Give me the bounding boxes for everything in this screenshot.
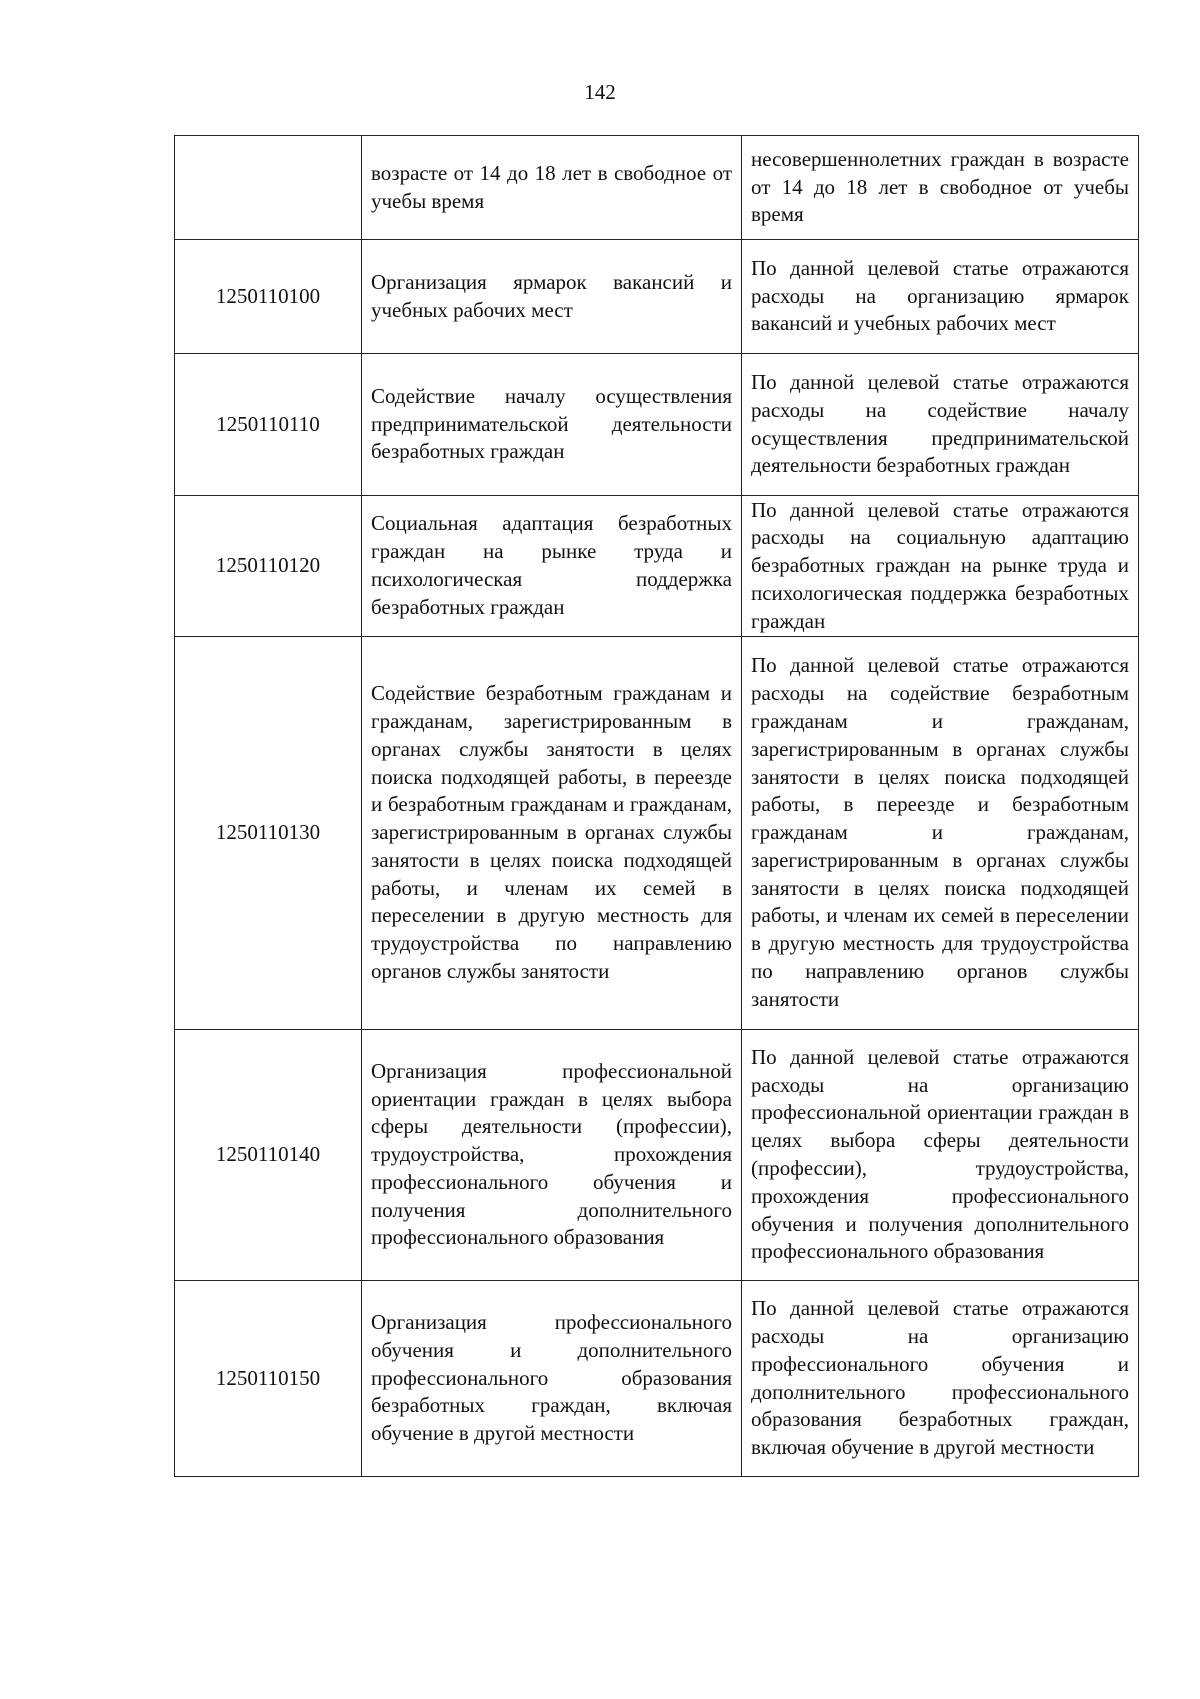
target-name-cell <box>362 1030 742 1281</box>
budget-classification-table <box>174 135 1139 1477</box>
target-description-cell <box>742 496 1139 637</box>
target-description-text: По данной целевой статье отражаются расходы на социальную адаптацию безработных граждан на рынке труда и психологическая поддержка безработных граждан <box>751 497 1129 633</box>
target-description-cell <box>742 1281 1139 1477</box>
target-name-text: Социальная адаптация безработных граждан на рынке труда и психологическая поддержка безработных граждан <box>371 511 732 619</box>
table-row <box>175 637 1139 1030</box>
table-row <box>175 240 1139 354</box>
target-name-cell <box>362 637 742 1030</box>
target-description-cell <box>742 1030 1139 1281</box>
table-row <box>175 496 1139 637</box>
target-name-cell <box>362 1281 742 1477</box>
target-code-cell <box>175 136 362 240</box>
target-description-cell <box>742 354 1139 496</box>
target-description-text: По данной целевой статье отражаются расходы на содействие началу осуществления предпринимательской деятельности безработных граждан <box>751 369 1129 478</box>
target-name-cell <box>362 136 742 240</box>
target-name-cell <box>362 354 742 496</box>
target-description-text: По данной целевой статье отражаются расходы на организацию ярмарок вакансий и учебных рабочих мест <box>751 255 1129 336</box>
target-code-cell: 1250110150 <box>175 1281 362 1477</box>
target-name-text: Содействие безработным гражданам и гражданам, зарегистрированным в органах службы занятости в целях поиска подходящей работы, в переезде и безработным гражданам и гражданам, зарегистрированным в органах службы занятости в целях поиска подходящей работы, и членам их семей в переселении в другую местность для трудоустройства по направлению органов службы занятости <box>371 681 732 984</box>
target-code-cell: 1250110140 <box>175 1030 362 1281</box>
target-description-cell <box>742 136 1139 240</box>
target-description-text: По данной целевой статье отражаются расходы на организацию профессиональной ориентации граждан в целях выбора сферы деятельности (профессии), трудоустройства, прохождения профессионального обучения и получения дополнительного профессионального образования <box>751 1044 1129 1264</box>
target-description-cell <box>742 240 1139 354</box>
target-name-text: Организация ярмарок вакансий и учебных рабочих мест <box>371 269 732 322</box>
target-name-cell <box>362 496 742 637</box>
target-description-text: несовершеннолетних граждан в возрасте от 14 до 18 лет в свободное от учебы время <box>751 146 1129 227</box>
page-number: 142 <box>584 80 616 104</box>
target-code-cell: 1250110130 <box>175 637 362 1030</box>
table-row <box>175 136 1139 240</box>
table-row <box>175 354 1139 496</box>
target-name-text: возрасте от 14 до 18 лет в свободное от учебы время <box>371 160 732 213</box>
target-name-text: Организация профессионального обучения и дополнительного профессионального образования безработных граждан, включая обучение в другой местности <box>371 1310 732 1446</box>
target-code-cell: 1250110110 <box>175 354 362 496</box>
target-name-text: Организация профессиональной ориентации граждан в целях выбора сферы деятельности (профессии), трудоустройства, прохождения профессионального обучения и получения дополнительного профессионального образования <box>371 1058 732 1250</box>
target-name-cell <box>362 240 742 354</box>
table-row <box>175 1030 1139 1281</box>
target-description-text: По данной целевой статье отражаются расходы на содействие безработным гражданам и гражданам, зарегистрированным в органах службы занятости в целях поиска подходящей работы, в переезде и безработным гражданам и гражданам, зарегистрированным в органах службы занятости в целях поиска подходящей работы, и членам их семей в переселении в другую местность для трудоустройства по направлению органов службы занятости <box>751 653 1129 1011</box>
target-code-cell: 1250110120 <box>175 496 362 637</box>
target-description-text: По данной целевой статье отражаются расходы на организацию профессионального обучения и дополнительного профессионального образования безработных граждан, включая обучение в другой местности <box>751 1296 1129 1460</box>
target-name-text: Содействие началу осуществления предпринимательской деятельности безработных граждан <box>371 383 732 464</box>
target-description-cell <box>742 637 1139 1030</box>
table-row <box>175 1281 1139 1477</box>
target-code-cell: 1250110100 <box>175 240 362 354</box>
